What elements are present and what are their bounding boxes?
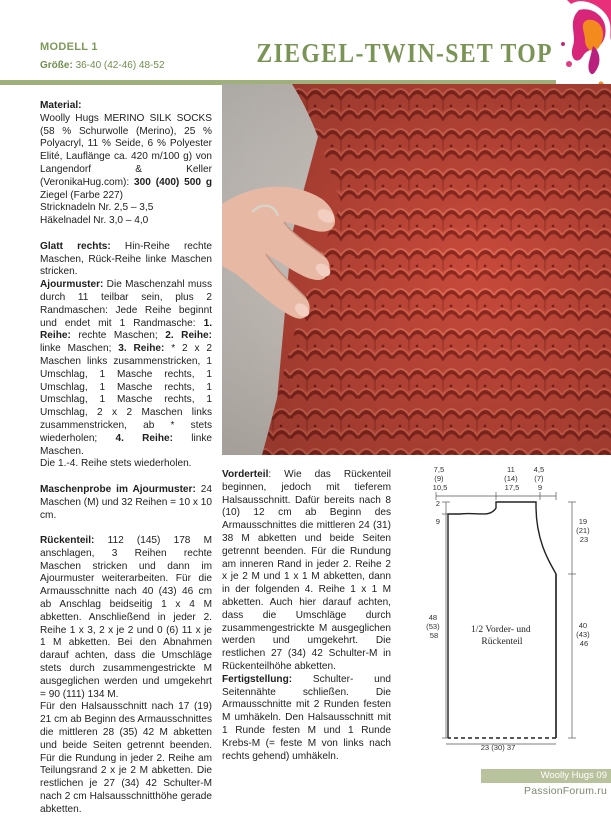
ajour-row-1: 1. Reihe: bbox=[40, 317, 212, 342]
schematic-label: 1/2 Vorder- und Rückenteil bbox=[471, 625, 531, 647]
instructions-column-2 bbox=[222, 469, 391, 763]
front-section bbox=[222, 469, 391, 674]
material-hook: Häkelnadel Nr. 3,0 – 4,0 bbox=[40, 215, 149, 227]
ajour-text: linke Maschen. bbox=[40, 432, 212, 457]
size-values: 36-40 (42-46) 48-52 bbox=[75, 60, 165, 71]
dim-top-right: 4,5 (7) 9 bbox=[533, 465, 545, 492]
back-section bbox=[40, 535, 212, 701]
ajour-row-3: 3. Reihe: bbox=[118, 343, 165, 355]
finish-section bbox=[222, 674, 391, 764]
dim-side-height: 40 (43) 46 bbox=[576, 621, 590, 648]
dim-armhole: 19 (21) 23 bbox=[576, 517, 590, 544]
magazine-name: Woolly Hugs bbox=[540, 770, 594, 781]
front-heading: Vorderteil bbox=[222, 469, 269, 480]
gauge-section bbox=[40, 484, 212, 522]
front-text: : Wie das Rückenteil beginnen, jedoch mit tieferem Halsausschnitt. Dafür bereits nach 8 (10) 12 cm ab Beginn des Armausschnittes die mittleren 24 (31) 38 M abketten und beide Seiten getrennt beenden. Für die Rundung am inneren Rand in jeder 2. Reihe 2 x je 2 M und 1 x 1 M abketten, dann in der folgenden 4. Reihe 1 x 1 M abketten. Auch hier darauf achten, dass die Umschläge durch zusammengestrickte M ausgeglichen werden und umgekehrt. Die restlichen 27 (34) 42 Schulter-M in Rückenteilhöhe abketten. bbox=[222, 469, 391, 672]
product-photo bbox=[222, 84, 611, 455]
back-neck-text: Für den Halsausschnitt nach 17 (19) 21 cm ab Beginn des Armausschnittes die mittleren 28 (35) 42 M abketten und beide Seiten getrennt beenden. Für die Rundung in jeder 2. Reihe am Teilungsrand 2 x je 2 M abketten. Die restlichen je 27 (34) 42 Schulter-M nach 2 cm Halsausschnitthöhe gerade abketten. bbox=[40, 701, 212, 815]
ajour-row-2: 2. Reihe: bbox=[165, 330, 212, 342]
back-text: 112 (145) 178 M anschlagen, 3 Reihen rechte Maschen stricken und dann im Ajourmuster weiterarbeiten. Für die Armausschnitte nach 40 (43) 46 cm ab Anschlag beidseitig 1 x 4 M abketten. Anschließend in jeder 2. Reihe 1 x 3, 2 x je 2 und 0 (6) 11 x je 1 M abketten. Bei den Abnahmen darauf achten, dass die Umschläge stets durch zusammengestrickte M ausgeglichen werden und umgekehrt = 90 (111) 134 M. bbox=[40, 535, 212, 700]
material-text: Woolly Hugs MERINO SILK SOCKS (58 % Schurwolle (Merino), 25 % Polyacryl, 11 % Seide, 6 % Polyester Elité, Lauflänge ca. 420 m/100 g) von Langendorf & Keller (VeronikaHug.com): bbox=[40, 112, 212, 188]
material-needles: Stricknadeln Nr. 2,5 – 3,5 bbox=[40, 202, 154, 214]
pattern-schematic bbox=[420, 462, 600, 752]
glatt-heading: Glatt rechts: bbox=[40, 240, 111, 252]
back-heading: Rückenteil: bbox=[40, 535, 95, 547]
ajour-text: Die Maschenzahl muss durch 11 teilbar sein, plus 2 Randmaschen: Jede Reihe beginnt und endet mit 1 Randmasche: bbox=[40, 279, 212, 329]
ajour-heading: Ajourmuster: bbox=[40, 279, 104, 291]
instructions-column-1 bbox=[40, 100, 212, 817]
material-color: Ziegel (Farbe 227) bbox=[40, 189, 124, 201]
watermark: PassionForum.ru bbox=[524, 785, 607, 797]
ajour-text: rechte Maschen; bbox=[70, 330, 166, 342]
ajour-text: * 2 x 2 Maschen links zusammenstricken, 1 Umschlag, 1 Masche rechts, 1 Umschlag, 1 Masche rechts, 1 Umschlag, 1 Masche rechts, 1 Umschlag, 2 x 2 Maschen links zusammenstricken, ab * stets wiederholen; bbox=[40, 343, 212, 444]
ajour-row-4: 4. Reihe: bbox=[115, 432, 173, 444]
glatt-text: Hin-Reihe rechte Maschen, Rück-Reihe linke Maschen stricken. bbox=[40, 240, 212, 278]
paint-splash-icon bbox=[549, 0, 611, 92]
dim-top-mid: 11 (14) 17,5 bbox=[504, 465, 520, 492]
material-section bbox=[40, 100, 212, 228]
material-heading: Material: bbox=[40, 100, 82, 111]
dim-top-left: 7,5 (9) 10,5 bbox=[432, 465, 448, 492]
dim-2: 2 bbox=[435, 499, 440, 508]
finish-text: Schulter- und Seitennähte schließen. Die Armausschnitte mit 2 Runden festen M umhäkeln. Den Halsausschnitt mit 1 Runde festen M und 1 Runde Krebs-M (= feste M von links nach rechts gehend) umhäkeln. bbox=[222, 673, 391, 762]
gauge-heading: Maschenprobe im Ajourmuster: bbox=[40, 483, 196, 495]
model-number: MODELL 1 bbox=[40, 41, 98, 53]
ajour-section bbox=[40, 279, 212, 458]
page-header bbox=[0, 0, 611, 84]
dim-total-height: 48 (53) 58 bbox=[426, 613, 440, 640]
dim-9: 9 bbox=[435, 517, 440, 526]
size-label: Größe: bbox=[40, 60, 73, 71]
dim-bottom: 23 (30) 37 bbox=[480, 743, 516, 752]
ajour-repeat: Die 1.-4. Reihe stets wiederholen. bbox=[40, 458, 192, 470]
material-amount: 300 (400) 500 g bbox=[134, 176, 212, 188]
glatt-section bbox=[40, 241, 212, 279]
size-line bbox=[40, 60, 165, 71]
footer-label bbox=[481, 770, 607, 781]
gauge-text: 24 Maschen (M) und 32 Reihen = 10 x 10 cm. bbox=[40, 483, 212, 521]
page-footer bbox=[481, 769, 611, 783]
page-title: ZIEGEL-TWIN-SET TOP bbox=[256, 38, 553, 68]
finish-heading: Fertigstellung: bbox=[222, 673, 293, 685]
page-number: 09 bbox=[596, 770, 607, 781]
ajour-text: linke Maschen; bbox=[40, 343, 119, 355]
